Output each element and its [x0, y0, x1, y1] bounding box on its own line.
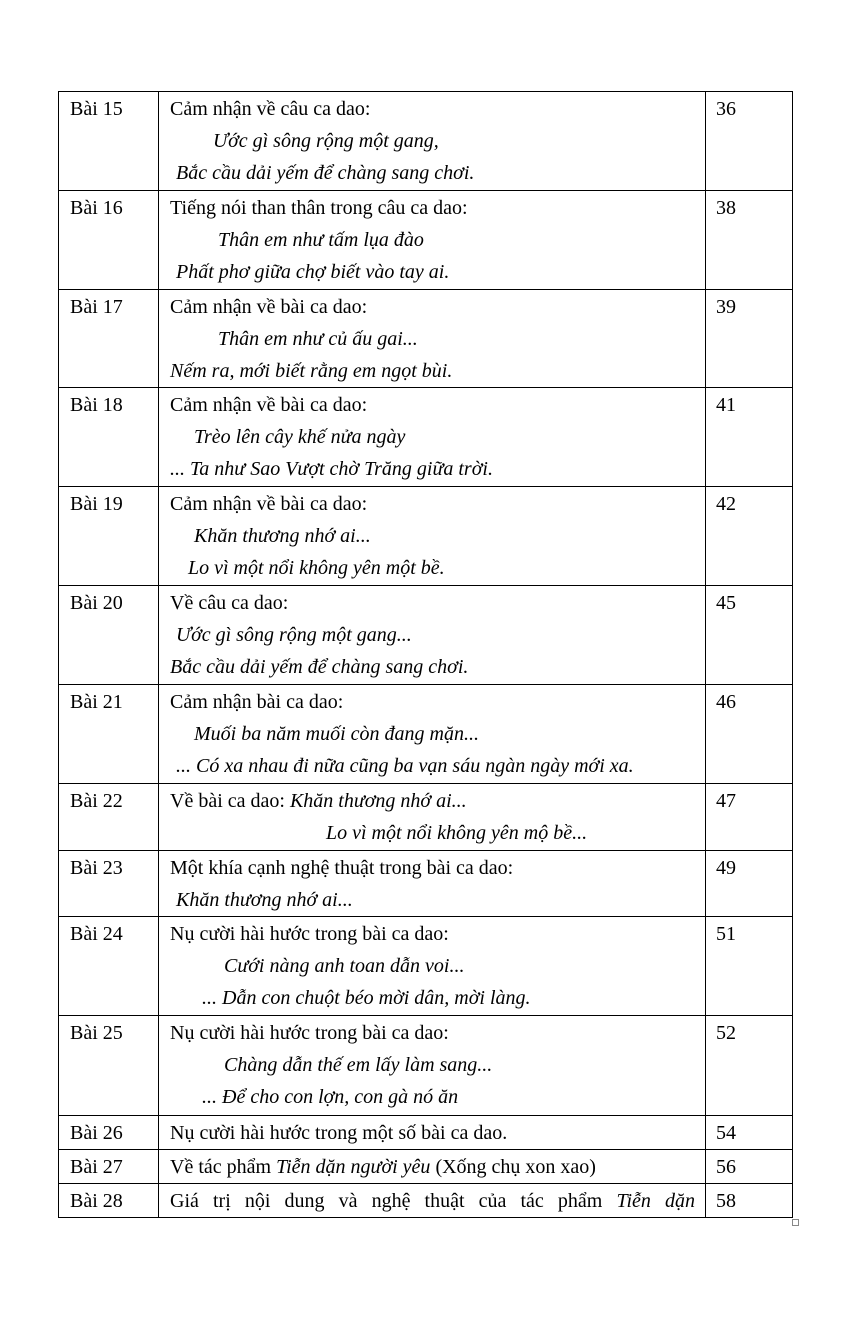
verse-line: Khăn thương nhớ ai...: [194, 525, 371, 547]
page-number: 51: [716, 923, 736, 945]
lesson-number: Bài 15: [59, 92, 159, 190]
verse-line: ... Để cho con lợn, con gà nó ăn: [202, 1086, 459, 1108]
page-number: 49: [716, 857, 736, 879]
lesson-title: Về tác phẩm: [170, 1156, 277, 1178]
lesson-number: Bài 16: [59, 191, 159, 289]
lesson-title-cell: [159, 1150, 706, 1183]
lesson-title-cell: [159, 1116, 706, 1149]
table-row: [58, 190, 793, 289]
verse-line: Thân em như tấm lụa đào: [218, 229, 424, 251]
lesson-title-cell: [159, 917, 706, 1015]
page-number: 41: [716, 394, 736, 416]
lesson-title: Một khía cạnh nghệ thuật trong bài ca dao:: [170, 857, 514, 879]
lesson-title-cell: [159, 586, 706, 684]
lesson-number: Bài 28: [59, 1184, 159, 1217]
lesson-number: Bài 24: [59, 917, 159, 1015]
verse-line: Chàng dẫn thế em lấy làm sang...: [224, 1054, 493, 1076]
lesson-title-cell: [159, 784, 706, 850]
lesson-title: Cảm nhận bài ca dao:: [170, 691, 344, 713]
lesson-title: Cảm nhận về bài ca dao:: [170, 394, 368, 416]
page-number: 46: [716, 691, 736, 713]
page-number: 39: [716, 296, 736, 318]
lesson-title: Cảm nhận về bài ca dao:: [170, 296, 368, 318]
table-end-marker: [792, 1219, 799, 1226]
page-number: 56: [716, 1156, 736, 1178]
verse-line: Lo vì một nổi không yên mộ bề...: [326, 822, 588, 844]
table-row: [58, 585, 793, 684]
page-number: 36: [716, 98, 736, 120]
lesson-title: Giá trị nội dung và nghệ thuật của tác phẩm: [170, 1190, 617, 1212]
verse-line: Phất phơ giữa chợ biết vào tay ai.: [176, 261, 450, 283]
verse-line: Cưới nàng anh toan dẫn voi...: [224, 955, 465, 977]
verse-line: Lo vì một nổi không yên một bề.: [188, 557, 445, 579]
lesson-title: Về câu ca dao:: [170, 592, 289, 614]
verse-line: ... Ta như Sao Vượt chờ Trăng giữa trời.: [170, 458, 493, 480]
lesson-title-suffix: (Xống chụ xon xao): [430, 1156, 596, 1178]
lesson-title-cell: [159, 685, 706, 783]
verse-line: Ước gì sông rộng một gang...: [176, 624, 412, 646]
verse-line: Thân em như củ ấu gai...: [218, 328, 418, 350]
page-number: 42: [716, 493, 736, 515]
page-number: 52: [716, 1022, 736, 1044]
table-row: [58, 387, 793, 486]
lesson-number: Bài 22: [59, 784, 159, 850]
table-row: [58, 486, 793, 585]
verse-line: Khăn thương nhớ ai...: [289, 790, 467, 812]
page-number: 58: [716, 1190, 736, 1212]
page-number: 54: [716, 1122, 736, 1144]
verse-line: ... Có xa nhau đi nữa cũng ba vạn sáu ngàn ngày mới xa.: [176, 755, 634, 777]
page-number: 45: [716, 592, 736, 614]
verse-line: Ước gì sông rộng một gang,: [213, 130, 439, 152]
lesson-title-cell: [159, 290, 706, 387]
verse-line: Muối ba năm muối còn đang mặn...: [194, 723, 479, 745]
lesson-title-cell: [159, 851, 706, 916]
table-row: [58, 850, 793, 916]
lesson-number: Bài 17: [59, 290, 159, 387]
lesson-title-cell: [159, 191, 706, 289]
table-row: [58, 1183, 793, 1218]
lesson-title: Cảm nhận về câu ca dao:: [170, 98, 371, 120]
table-row: [58, 916, 793, 1015]
lesson-title-cell: [159, 487, 706, 585]
table-row: [58, 1115, 793, 1149]
lesson-title: Nụ cười hài hước trong bài ca dao:: [170, 923, 449, 945]
lesson-number: Bài 25: [59, 1016, 159, 1115]
lesson-number: Bài 27: [59, 1150, 159, 1183]
lesson-title: Nụ cười hài hước trong một số bài ca dao.: [170, 1122, 508, 1144]
verse-line: Bắc cầu dải yếm để chàng sang chơi.: [170, 656, 469, 678]
lesson-number: Bài 23: [59, 851, 159, 916]
verse-line: Nếm ra, mới biết rằng em ngọt bùi.: [170, 360, 453, 382]
lesson-title-cell: [159, 92, 706, 190]
table-row: [58, 684, 793, 783]
table-row: [58, 289, 793, 387]
lesson-title-cell: [159, 388, 706, 486]
lesson-title: Tiếng nói than thân trong câu ca dao:: [170, 197, 468, 219]
lesson-title-cell: [159, 1184, 706, 1217]
page-number: 47: [716, 790, 736, 812]
lesson-title: Cảm nhận về bài ca dao:: [170, 493, 368, 515]
lesson-number: Bài 20: [59, 586, 159, 684]
lesson-number: Bài 18: [59, 388, 159, 486]
verse-line: Bắc cầu dải yếm để chàng sang chơi.: [176, 162, 475, 184]
verse-line: Khăn thương nhớ ai...: [176, 889, 353, 911]
lesson-title: Về bài ca dao:: [170, 790, 290, 812]
lesson-number: Bài 19: [59, 487, 159, 585]
lesson-number: Bài 26: [59, 1116, 159, 1149]
verse-line: Trèo lên cây khế nửa ngày: [194, 426, 406, 448]
lesson-title: Nụ cười hài hước trong bài ca dao:: [170, 1022, 449, 1044]
verse-line: ... Dẫn con chuột béo mời dân, mời làng.: [202, 987, 531, 1009]
table-row: [58, 1149, 793, 1183]
table-row: [58, 1015, 793, 1115]
work-title: Tiễn dặn người yêu: [276, 1156, 431, 1178]
lesson-title-cell: [159, 1016, 706, 1115]
lesson-number: Bài 21: [59, 685, 159, 783]
table-row: [58, 91, 793, 190]
page-number: 38: [716, 197, 736, 219]
work-title: Tiễn dặn: [616, 1190, 696, 1212]
table-row: [58, 783, 793, 850]
